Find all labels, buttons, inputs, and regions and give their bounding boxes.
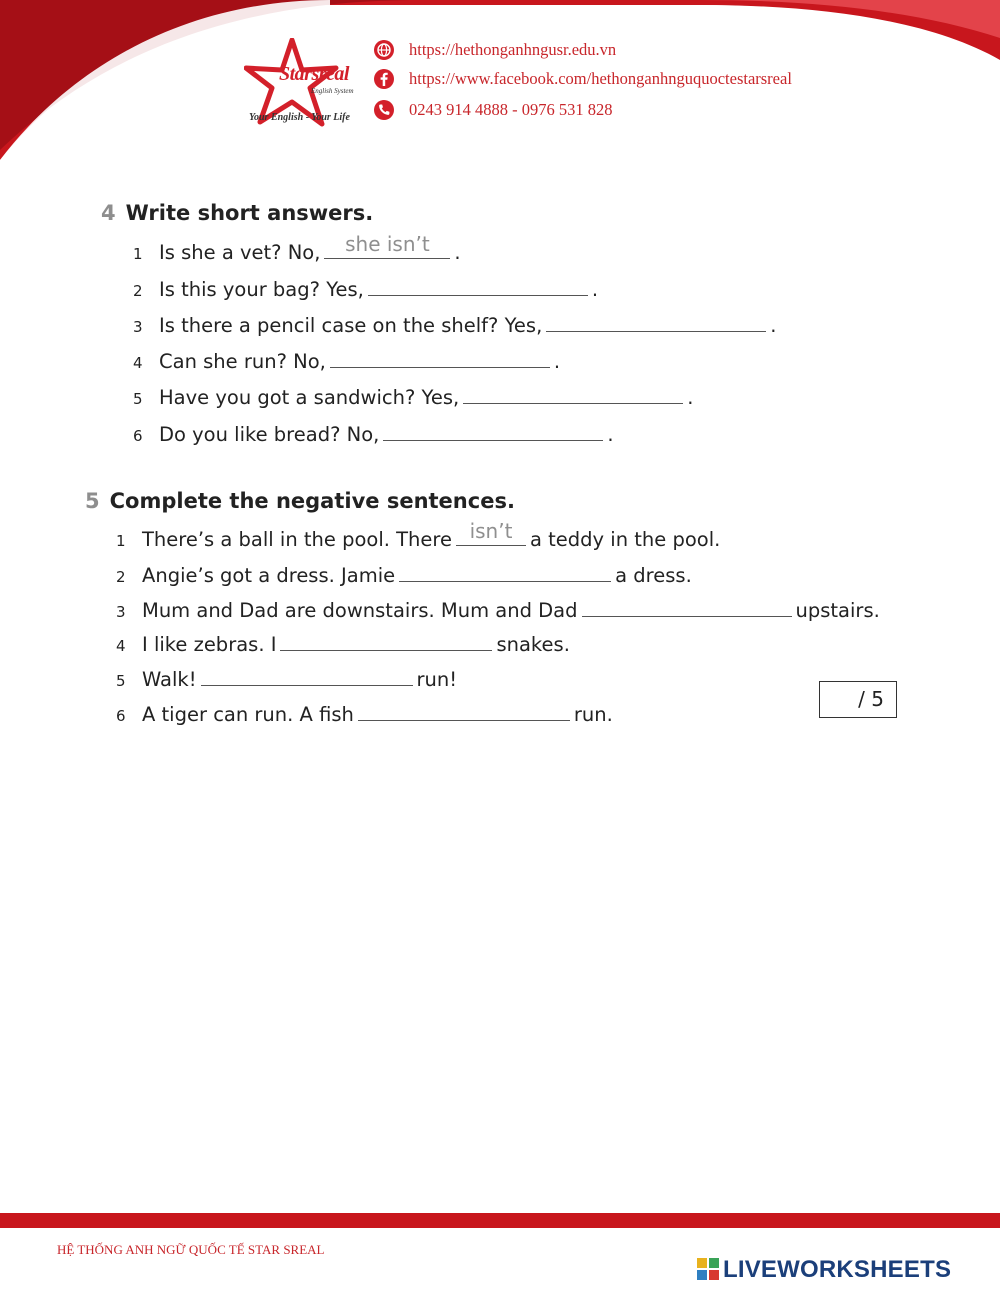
item-end: a dress. xyxy=(615,564,692,587)
item-number: 6 xyxy=(133,427,143,445)
item-end: snakes. xyxy=(496,633,570,656)
exercise-item xyxy=(116,519,721,551)
item-end: . xyxy=(454,241,461,264)
item-prompt: Is there a pencil case on the shelf? Yes, xyxy=(159,314,543,337)
item-number: 2 xyxy=(133,282,143,300)
answer-blank xyxy=(399,561,611,582)
liveworksheets-brand xyxy=(697,1256,951,1284)
item-number: 3 xyxy=(133,318,143,336)
exercise-item xyxy=(133,347,560,373)
item-prompt: Is this your bag? Yes, xyxy=(159,278,364,301)
item-end: a teddy in the pool. xyxy=(530,528,721,551)
brand-subtitle: English System xyxy=(311,87,354,95)
answer-blank xyxy=(201,665,413,686)
score-box: / 5 xyxy=(819,681,897,718)
item-prompt: I like zebras. I xyxy=(142,633,277,656)
answer-blank xyxy=(330,347,550,368)
answer-input[interactable] xyxy=(358,697,570,718)
item-number: 3 xyxy=(116,603,126,621)
answer-blank xyxy=(383,420,603,441)
item-prompt: Have you got a sandwich? Yes, xyxy=(159,386,460,409)
exercise-item xyxy=(133,383,693,409)
brand-name: Starsreal xyxy=(279,63,349,85)
answer-blank-example xyxy=(324,232,450,259)
contact-phone xyxy=(373,98,613,122)
facebook-link[interactable]: https://www.facebook.com/hethonganhnguquoctestarsreal xyxy=(409,69,792,88)
phone-icon xyxy=(373,99,395,121)
exercise-item xyxy=(116,630,570,656)
item-end: . xyxy=(591,278,599,301)
item-end: . xyxy=(770,314,777,337)
item-prompt: Angie’s got a dress. Jamie xyxy=(142,564,396,587)
item-prompt: Mum and Dad are downstairs. Mum and Dad xyxy=(142,599,578,622)
answer-input[interactable] xyxy=(280,627,492,648)
answer-blank xyxy=(280,630,492,651)
item-end: . xyxy=(607,423,614,446)
website-link[interactable]: https://hethonganhngusr.edu.vn xyxy=(409,40,617,59)
exercise-item xyxy=(116,665,457,691)
answer-input[interactable] xyxy=(330,344,550,365)
answer-blank xyxy=(546,311,766,332)
item-end: . xyxy=(553,350,561,373)
answer-blank xyxy=(358,700,570,721)
item-number: 4 xyxy=(133,354,143,372)
item-number: 1 xyxy=(116,532,126,550)
exercise-item xyxy=(133,311,776,337)
contact-facebook xyxy=(373,67,792,91)
item-end: run! xyxy=(416,668,458,691)
item-number: 2 xyxy=(116,568,126,586)
globe-icon xyxy=(373,39,395,61)
answer-blank xyxy=(582,596,792,617)
example-answer: she isn’t xyxy=(345,232,430,256)
section-5-heading xyxy=(85,489,515,513)
facebook-icon xyxy=(373,68,395,90)
section-title: Complete the negative sentences. xyxy=(109,489,515,513)
exercise-item xyxy=(133,275,598,301)
section-title: Write short answers. xyxy=(125,201,374,225)
example-answer: isn’t xyxy=(469,519,513,543)
exercise-item xyxy=(116,596,880,622)
item-end: run. xyxy=(573,703,613,726)
section-number: 4 xyxy=(101,201,116,225)
answer-input[interactable] xyxy=(463,380,683,401)
answer-input[interactable] xyxy=(201,662,413,683)
section-number: 5 xyxy=(85,489,100,513)
footer-org: HỆ THỐNG ANH NGỮ QUỐC TẾ STAR SREAL xyxy=(57,1242,325,1257)
answer-blank-example xyxy=(456,519,526,546)
answer-input[interactable] xyxy=(368,272,588,293)
item-prompt: There’s a ball in the pool. There xyxy=(142,528,453,551)
item-number: 6 xyxy=(116,707,126,725)
liveworksheets-logo-icon xyxy=(697,1258,719,1282)
liveworksheets-wordmark: LIVEWORKSHEETS xyxy=(723,1256,952,1283)
section-4-heading xyxy=(101,201,373,225)
item-end: . xyxy=(687,386,694,409)
item-number: 5 xyxy=(116,672,126,690)
item-prompt: A tiger can run. A fish xyxy=(142,703,354,726)
answer-blank xyxy=(463,383,683,404)
item-number: 4 xyxy=(116,637,126,655)
contact-website xyxy=(373,38,616,62)
answer-input[interactable] xyxy=(582,593,792,614)
item-prompt: Do you like bread? No, xyxy=(159,423,380,446)
brand-tagline: Your English - Your Life xyxy=(249,112,350,123)
exercise-item xyxy=(116,700,613,726)
item-prompt: Is she a vet? No, xyxy=(159,241,321,264)
item-end: upstairs. xyxy=(795,599,880,622)
answer-blank xyxy=(368,275,588,296)
item-number: 1 xyxy=(133,245,143,263)
item-prompt: Can she run? No, xyxy=(159,350,326,373)
item-number: 5 xyxy=(133,390,143,408)
exercise-item xyxy=(116,561,692,587)
answer-input[interactable] xyxy=(546,308,766,329)
phone-number: 0243 914 4888 - 0976 531 828 xyxy=(409,100,613,119)
exercise-item xyxy=(133,232,461,264)
answer-input[interactable] xyxy=(399,558,611,579)
item-prompt: Walk! xyxy=(142,668,197,691)
exercise-item xyxy=(133,420,614,446)
footer-bar xyxy=(0,1213,1000,1228)
answer-input[interactable] xyxy=(383,417,603,438)
